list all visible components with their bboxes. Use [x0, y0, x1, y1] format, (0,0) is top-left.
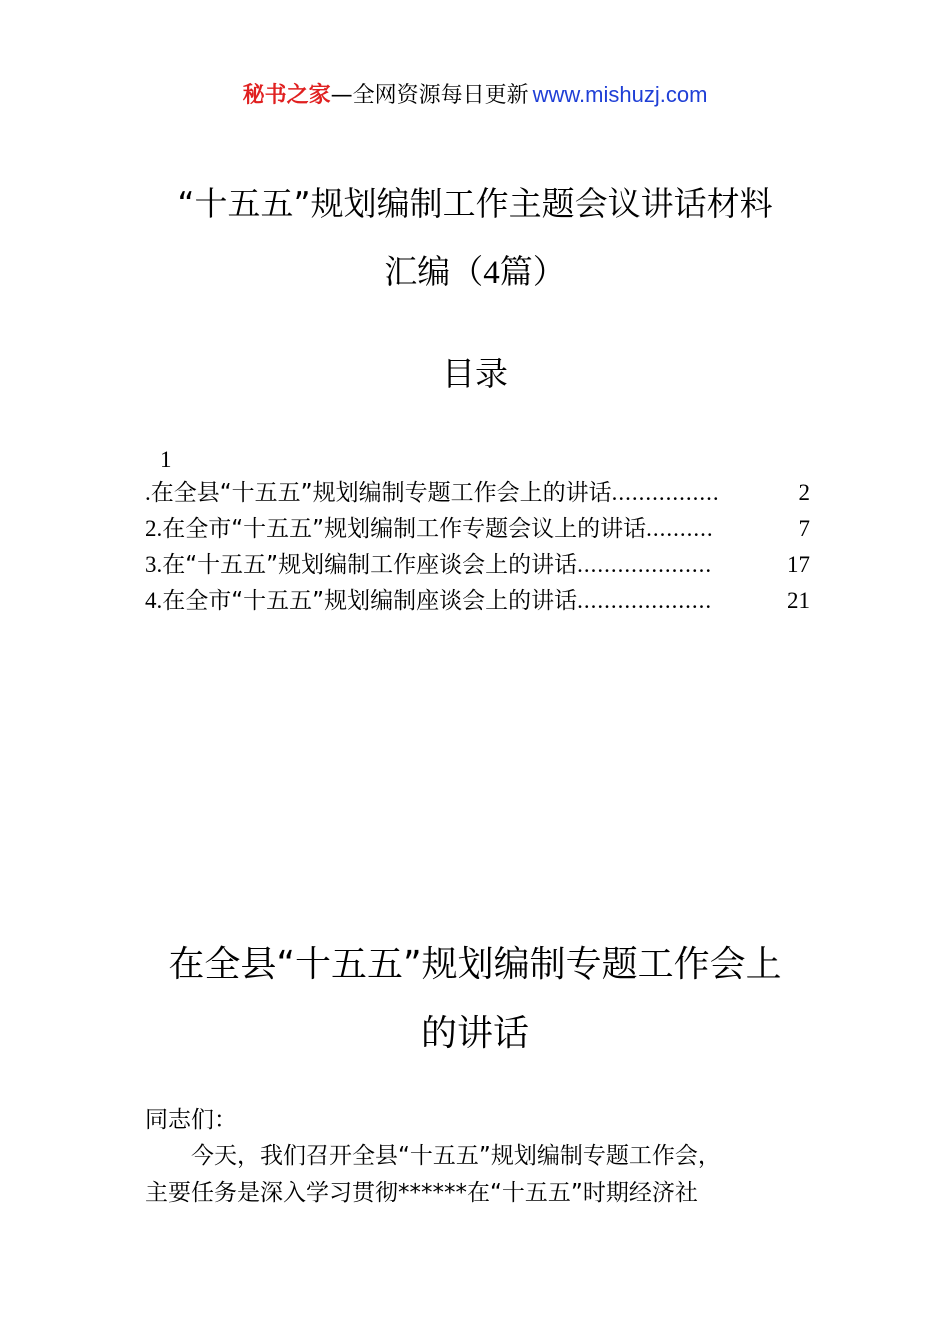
- toc-page-number: 2: [798, 480, 810, 505]
- speech-salutation: 同志们：: [145, 1107, 237, 1133]
- toc-item[interactable]: [145, 583, 810, 619]
- header-slogan: —全网资源每日更新: [330, 83, 529, 108]
- title-line2-pre: 汇编（: [384, 252, 484, 291]
- toc-item[interactable]: [145, 547, 810, 583]
- toc-leader-dots: ....................: [577, 552, 713, 577]
- toc-heading: 目录: [442, 354, 508, 393]
- title-article-count: 4: [483, 255, 500, 291]
- toc-leader-dots: ....................: [577, 588, 713, 613]
- title-line2-post: 篇）: [499, 252, 566, 291]
- brand-name: 秘书之家: [242, 83, 331, 108]
- toc-first-number: 1: [160, 447, 172, 472]
- toc-page-number: 7: [798, 516, 810, 541]
- site-header: [0, 80, 950, 111]
- speech-paragraph-line2: 主要任务是深入学习贯彻******在“十五五”时期经济社: [145, 1180, 698, 1206]
- toc-item-number: 3.: [145, 552, 163, 577]
- toc-leader-dots: ................: [611, 480, 720, 505]
- toc-item-number: 4.: [145, 588, 163, 613]
- toc-item-title: 在全市“十五五”规划编制座谈会上的讲话: [162, 588, 578, 614]
- toc-item-number: .: [145, 480, 151, 505]
- toc-page-number: 17: [787, 552, 810, 577]
- toc-item[interactable]: [145, 475, 810, 511]
- site-url-link[interactable]: www.mishuzj.com: [532, 82, 708, 107]
- toc-item-title: 在“十五五”规划编制工作座谈会上的讲话: [162, 552, 578, 578]
- toc-leader-dots: ..........: [646, 516, 714, 541]
- document-title-line2: [0, 252, 950, 293]
- speech-paragraph-line1: 今天，我们召开全县“十五五”规划编制专题工作会，: [191, 1143, 721, 1169]
- table-of-contents: [145, 445, 810, 619]
- speech-title-line2: 的讲话: [420, 1013, 529, 1054]
- speech-title-line1: 在全县“十五五”规划编制专题工作会上: [168, 944, 782, 985]
- toc-item-number: 2.: [145, 516, 163, 541]
- toc-item-title: 在全市“十五五”规划编制工作专题会议上的讲话: [162, 516, 647, 542]
- document-title-line1: “十五五”规划编制工作主题会议讲话材料: [177, 184, 773, 223]
- toc-item-title: 在全县“十五五”规划编制专题工作会上的讲话: [150, 480, 612, 506]
- toc-item[interactable]: [145, 511, 810, 547]
- toc-page-number: 21: [787, 588, 810, 613]
